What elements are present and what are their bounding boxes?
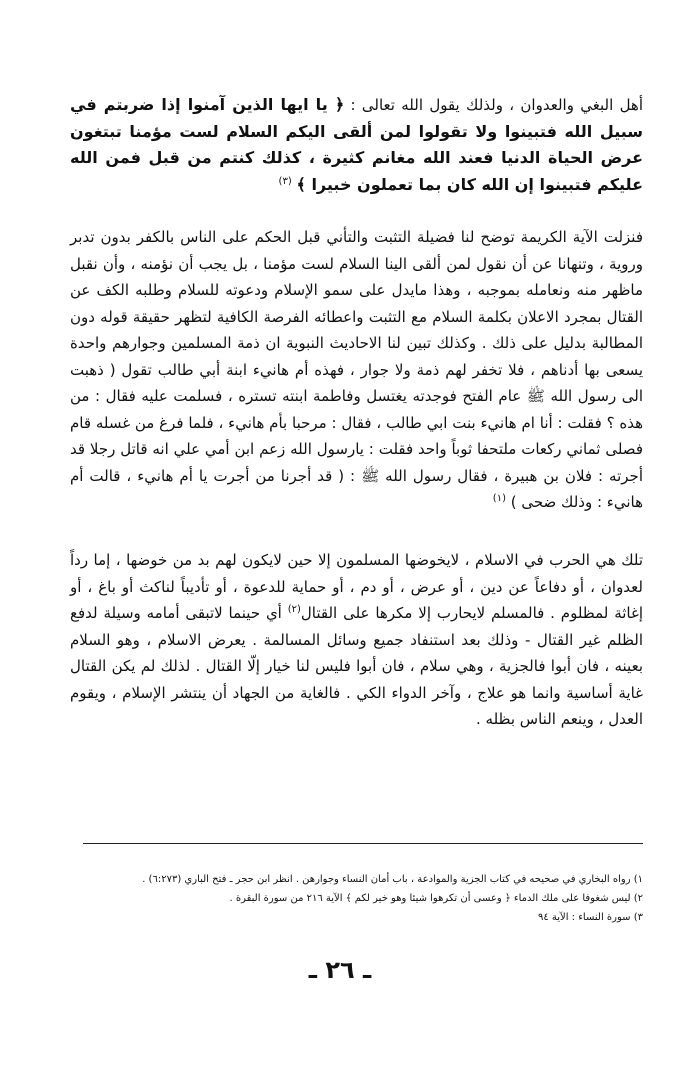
footnote-ref-1: (١)	[492, 493, 506, 504]
footnote-3: ٣) سورة النساء : الآية ٩٤	[537, 912, 643, 923]
footnotes	[90, 870, 643, 927]
footnote-ref-3: (٣)	[278, 175, 292, 187]
footnote-divider	[83, 843, 643, 844]
footnote-ref-2: (٢)	[287, 604, 301, 615]
footnote-1: ١) رواه البخاري في صحيحه في كتاب الجزية والموادعة ، باب أمان النساء وجوارهن . انظر ابن حجر ـ فتح الباري (٦:٢٧٣) .	[142, 874, 643, 885]
paragraph-explanation	[70, 224, 643, 516]
paragraph-quran-verse	[70, 92, 643, 198]
page-number: ـ ٢٦ ـ	[308, 956, 372, 984]
paragraph-intro-text: أهل البغي والعدوان ، ولذلك يقول الله تعالى :	[350, 96, 644, 114]
footnote-2: ٢) ليس شغوفا على ملك الدماء ﴿ وعسى أن تكرهوا شيئا وهو خير لكم ﴾ الآية ٢١٦ من سورة البقرة .	[229, 893, 643, 904]
quran-verse-quote: ﴿ يا ايها الذين آمنوا إذا ضربتم في سبيل الله فتبينوا ولا تقولوا لمن ألقى اليكم السلام لست مؤمنا تبتغون عرض الحياة الدنيا فعند الله مغانم كثيرة ، كذلك كنتم من قبل فمن الله عليكم فتبينوا إن الله كان بما تعملون خبيرا ﴾	[70, 95, 643, 194]
paragraph-war-in-islam	[70, 547, 643, 733]
paragraph-body-text-part1: تلك هي الحرب في الاسلام ، لايخوضها المسلمون إلا حين لايكون لهم بد من خوضها ، إما رداً لعدوان ، أو دفاعاً عن دين ، أو عرض ، أو دم ، أو حماية للدعوة ، أو تأديباً لناكث أو باغ ، أو إغاثة لمظلوم . فالمسلم لايحارب إلا مكرها على القتال	[70, 551, 643, 622]
paragraph-body-text: فنزلت الآية الكريمة توضح لنا فضيلة التثبت والتأني قبل الحكم على الناس بالكفر بدون تدبر وروية ، وتنهانا عن أن نقول لمن ألقى الينا السلام لست مؤمنا ، بل يجب أن نؤمنه ، وأن نقبل ماظهر منه ونعامله بموجبه ، وهذا مايدل على سمو الإسلام ودعوته للسلام وطلبه الكف عن القتال بمجرد الاعلان بكلمة السلام مع التثبت واعطائه الفرصة الكافية لتظهر حقيقة قوله دون المطالبة بدليل على ذلك . وكذلك تبين لنا الاحاديث النبوية ان ذمة المسلمين وجوارهم واحدة يسعى بها أدناهم ، فلا تخفر لهم ذمة ولا جوار ، فهذه أم هانيء ابنة أبي طالب تقول ( ذهبت الى رسول الله ﷺ عام الفتح فوجدته يغتسل وفاطمة ابنته تستره ، فسلمت عليه فقال : من هذه ؟ فقلت : أنا ام هانيء بنت ابي طالب ، فقال : مرحبا بأم هانيء ، فلما فرغ من غسله قام فصلى ثماني ركعات ملتحفا ثوباً واحد فقلت : يارسول الله زعم ابن أمي علي انه قاتل رجلا قد أجرته : فلان بن هبيرة ، فقال رسول الله ﷺ : ( قد أجرنا من أجرت يا أم هانيء ، قالت أم هانيء : وذلك ضحى )	[70, 228, 643, 511]
paragraph-body-text-part2: أي حينما لاتبقى أمامه وسيلة لدفع الظلم غير القتال - وذلك بعد استنفاد جميع وسائل المسالمة . يعرض الاسلام ، وهو السلام بعينه ، فان أبوا فالجزية ، وهي سلام ، فان أبوا فليس لنا خيار إلّا القتال . لذلك لم يكن القتال غاية أساسية وانما هو علاج ، وآخر الدواء الكي . فالغاية من الجهاد أن ينتشر الإسلام ، ويقوم العدل ، وينعم الناس بظله .	[70, 604, 643, 728]
